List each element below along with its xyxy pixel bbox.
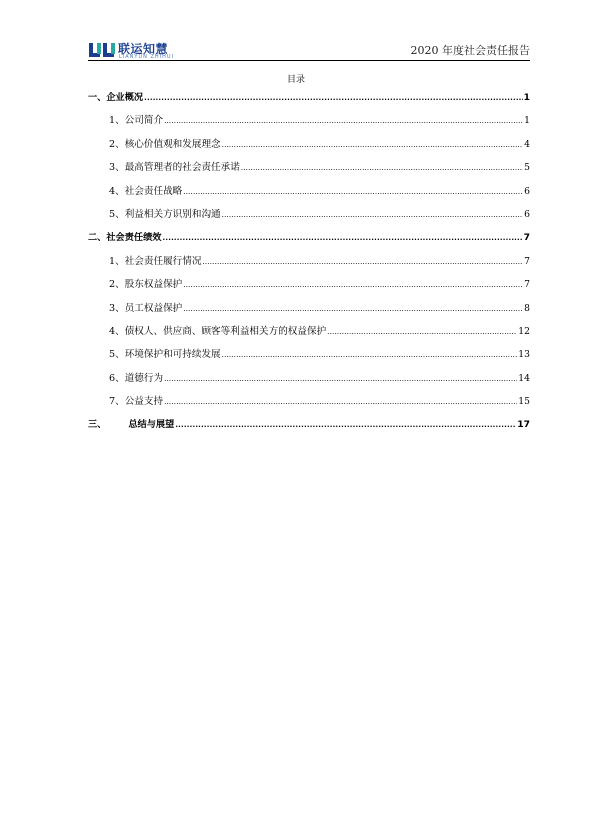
- toc-leader-dots: [164, 398, 517, 406]
- toc-leader-dots: [144, 94, 522, 102]
- logo-subtext: LIANYUN ZHIHUI: [119, 54, 175, 60]
- toc-item[interactable]: [88, 276, 530, 299]
- document-title: 2020 年度社会责任报告: [410, 44, 530, 57]
- toc-item-label: 4、债权人、供应商、顾客等利益相关方的权益保护: [109, 325, 327, 337]
- toc-leader-dots: [183, 281, 523, 289]
- toc-item-label: 4、社会责任战略: [109, 185, 183, 197]
- toc-page-number: 17: [517, 419, 530, 431]
- toc-item[interactable]: [88, 183, 530, 206]
- toc-leader-dots: [202, 258, 523, 266]
- toc-item-label: 2、核心价值观和发展理念: [109, 138, 221, 150]
- toc-page-number: 15: [518, 396, 530, 408]
- toc-section-number: 三、: [88, 419, 107, 431]
- toc-page-number: 1: [523, 92, 530, 103]
- toc-leader-dots: [164, 117, 523, 125]
- toc-item[interactable]: [88, 136, 530, 159]
- toc-leader-dots: [183, 188, 523, 196]
- toc-item[interactable]: [88, 370, 530, 393]
- toc-page-number: 6: [524, 185, 530, 197]
- toc-page-number: 12: [518, 325, 530, 337]
- toc-item[interactable]: [88, 253, 530, 276]
- toc-leader-dots: [222, 211, 524, 219]
- toc-section-3[interactable]: [88, 416, 530, 439]
- toc-item-label: 5、利益相关方识别和沟通: [109, 208, 221, 220]
- toc-item[interactable]: [88, 346, 530, 369]
- toc-item-label: 5、环境保护和可持续发展: [109, 349, 221, 361]
- toc-item-label: 3、最高管理者的社会责任承诺: [109, 162, 240, 174]
- toc-section-text: 总结与展望: [128, 419, 175, 431]
- toc-page-number: 1: [524, 115, 530, 127]
- toc-item-label: 7、公益支持: [109, 396, 164, 408]
- toc-leader-dots: [241, 164, 523, 172]
- toc-page-number: 5: [524, 162, 530, 174]
- toc-item[interactable]: [88, 159, 530, 182]
- toc-page-number: 7: [523, 232, 530, 244]
- toc-leader-dots: [222, 141, 524, 149]
- toc-leader-dots: [222, 351, 518, 359]
- toc-page-number: 4: [524, 138, 530, 150]
- toc-page-number: 14: [518, 372, 530, 384]
- toc-item-label: 3、员工权益保护: [109, 302, 183, 314]
- toc-item-label: 1、公司简介: [109, 115, 164, 127]
- page-header: [88, 36, 530, 60]
- header-divider: [88, 60, 530, 61]
- toc-page-number: 6: [524, 208, 530, 220]
- toc-item[interactable]: [88, 393, 530, 416]
- toc-page-number: 8: [524, 302, 530, 314]
- logo-text: 联运知慧: [118, 42, 169, 56]
- toc-page-number: 13: [518, 349, 530, 361]
- toc-leader-dots: [175, 421, 516, 429]
- toc-item[interactable]: [88, 323, 530, 346]
- toc-item[interactable]: [88, 112, 530, 135]
- toc-leader-dots: [183, 305, 523, 313]
- toc-title: 目录: [286, 75, 305, 85]
- toc-section-2[interactable]: [88, 229, 530, 252]
- toc-section-1[interactable]: [88, 89, 530, 112]
- table-of-contents: [88, 89, 530, 440]
- toc-item[interactable]: [88, 300, 530, 323]
- toc-item[interactable]: [88, 206, 530, 229]
- company-logo: [88, 40, 208, 60]
- toc-item-label: 1、社会责任履行情况: [109, 255, 202, 267]
- toc-item-label: 6、道德行为: [109, 372, 164, 384]
- toc-section-label: 二、社会责任绩效: [88, 232, 162, 244]
- toc-leader-dots: [164, 375, 517, 383]
- toc-page-number: 7: [524, 255, 530, 267]
- toc-section-label: 一、企业概况: [88, 92, 144, 103]
- toc-leader-dots: [163, 234, 523, 242]
- toc-page-number: 7: [524, 279, 530, 291]
- toc-leader-dots: [327, 328, 517, 336]
- toc-section-label: [88, 416, 174, 430]
- toc-item-label: 2、股东权益保护: [109, 279, 183, 291]
- logo-mark-icon: [88, 40, 116, 60]
